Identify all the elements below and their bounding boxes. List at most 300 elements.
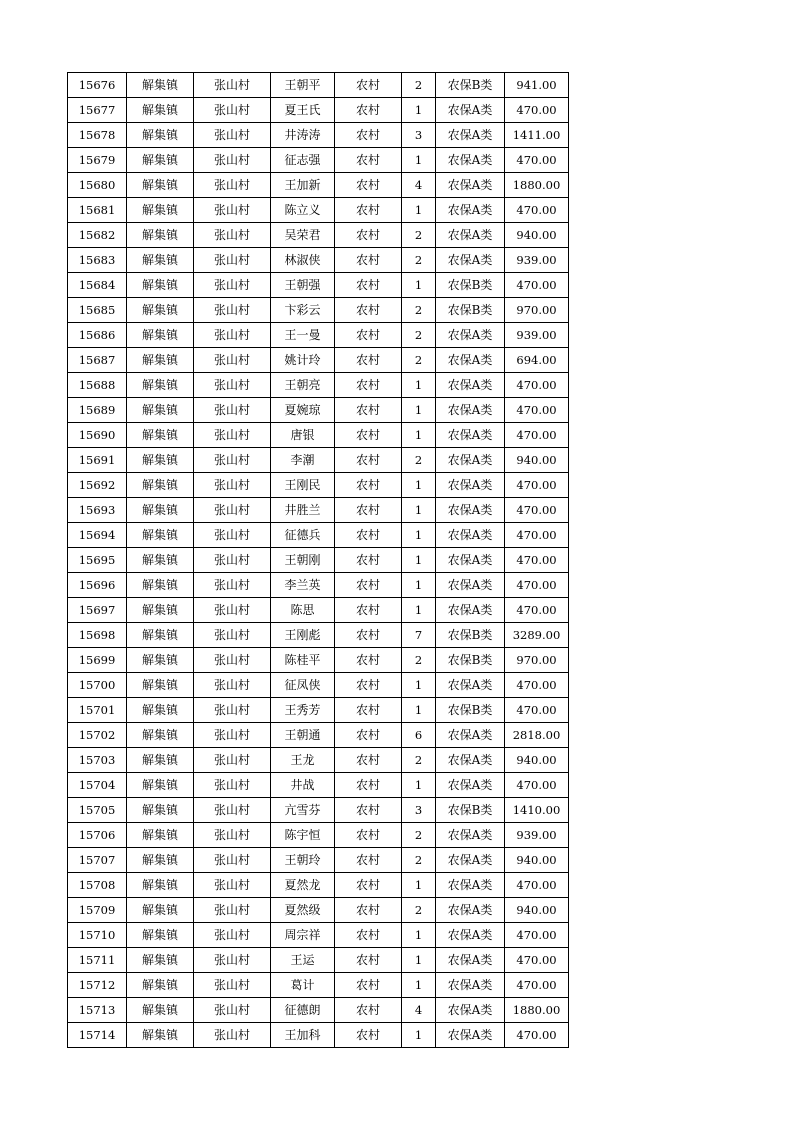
cell-amount: 470.00: [505, 773, 569, 798]
cell-person-name: 征德兵: [271, 523, 335, 548]
cell-village: 张山村: [194, 423, 271, 448]
cell-household-type: 农村: [335, 173, 402, 198]
cell-village: 张山村: [194, 448, 271, 473]
cell-record-id: 15687: [68, 348, 127, 373]
cell-village: 张山村: [194, 548, 271, 573]
cell-village: 张山村: [194, 98, 271, 123]
cell-household-type: 农村: [335, 348, 402, 373]
cell-amount: 940.00: [505, 748, 569, 773]
cell-village: 张山村: [194, 748, 271, 773]
cell-member-count: 1: [402, 98, 436, 123]
table-row: [68, 348, 569, 373]
table-row: [68, 373, 569, 398]
cell-insurance-category: 农保A类: [436, 548, 505, 573]
cell-insurance-category: 农保A类: [436, 923, 505, 948]
cell-household-type: 农村: [335, 273, 402, 298]
cell-record-id: 15684: [68, 273, 127, 298]
cell-town: 解集镇: [127, 773, 194, 798]
cell-village: 张山村: [194, 948, 271, 973]
cell-person-name: 姚计玲: [271, 348, 335, 373]
cell-amount: 940.00: [505, 848, 569, 873]
cell-household-type: 农村: [335, 698, 402, 723]
cell-amount: 470.00: [505, 523, 569, 548]
cell-amount: 939.00: [505, 823, 569, 848]
cell-insurance-category: 农保A类: [436, 1023, 505, 1048]
cell-village: 张山村: [194, 848, 271, 873]
cell-person-name: 陈立义: [271, 198, 335, 223]
table-row: [68, 723, 569, 748]
cell-amount: 470.00: [505, 548, 569, 573]
cell-record-id: 15709: [68, 898, 127, 923]
cell-town: 解集镇: [127, 148, 194, 173]
cell-member-count: 1: [402, 873, 436, 898]
cell-household-type: 农村: [335, 148, 402, 173]
table-row: [68, 673, 569, 698]
cell-household-type: 农村: [335, 998, 402, 1023]
cell-person-name: 王朝强: [271, 273, 335, 298]
table-row: [68, 973, 569, 998]
cell-person-name: 王运: [271, 948, 335, 973]
cell-record-id: 15697: [68, 598, 127, 623]
cell-person-name: 陈宇恒: [271, 823, 335, 848]
cell-insurance-category: 农保A类: [436, 973, 505, 998]
cell-record-id: 15680: [68, 173, 127, 198]
cell-amount: 970.00: [505, 648, 569, 673]
cell-household-type: 农村: [335, 598, 402, 623]
table-row: [68, 148, 569, 173]
cell-member-count: 1: [402, 573, 436, 598]
table-row: [68, 823, 569, 848]
table-row: [68, 548, 569, 573]
cell-member-count: 2: [402, 348, 436, 373]
cell-member-count: 4: [402, 998, 436, 1023]
cell-person-name: 葛计: [271, 973, 335, 998]
cell-person-name: 陈思: [271, 598, 335, 623]
cell-person-name: 征凤侠: [271, 673, 335, 698]
cell-member-count: 1: [402, 398, 436, 423]
cell-household-type: 农村: [335, 823, 402, 848]
table-row: [68, 748, 569, 773]
cell-person-name: 王一曼: [271, 323, 335, 348]
table-row: [68, 248, 569, 273]
cell-record-id: 15708: [68, 873, 127, 898]
cell-village: 张山村: [194, 1023, 271, 1048]
cell-insurance-category: 农保A类: [436, 473, 505, 498]
cell-member-count: 2: [402, 323, 436, 348]
cell-village: 张山村: [194, 198, 271, 223]
cell-household-type: 农村: [335, 848, 402, 873]
cell-amount: 3289.00: [505, 623, 569, 648]
cell-village: 张山村: [194, 898, 271, 923]
cell-record-id: 15682: [68, 223, 127, 248]
cell-town: 解集镇: [127, 373, 194, 398]
cell-village: 张山村: [194, 148, 271, 173]
cell-insurance-category: 农保A类: [436, 173, 505, 198]
cell-record-id: 15701: [68, 698, 127, 723]
cell-person-name: 夏婉琼: [271, 398, 335, 423]
cell-town: 解集镇: [127, 223, 194, 248]
cell-person-name: 王加科: [271, 1023, 335, 1048]
table-row: [68, 123, 569, 148]
cell-record-id: 15677: [68, 98, 127, 123]
cell-record-id: 15702: [68, 723, 127, 748]
cell-record-id: 15703: [68, 748, 127, 773]
cell-member-count: 1: [402, 598, 436, 623]
cell-record-id: 15698: [68, 623, 127, 648]
cell-town: 解集镇: [127, 973, 194, 998]
cell-household-type: 农村: [335, 473, 402, 498]
table-row: [68, 398, 569, 423]
cell-record-id: 15694: [68, 523, 127, 548]
cell-insurance-category: 农保A类: [436, 723, 505, 748]
cell-village: 张山村: [194, 498, 271, 523]
cell-household-type: 农村: [335, 673, 402, 698]
cell-amount: 470.00: [505, 923, 569, 948]
cell-town: 解集镇: [127, 923, 194, 948]
cell-record-id: 15700: [68, 673, 127, 698]
cell-town: 解集镇: [127, 823, 194, 848]
cell-amount: 470.00: [505, 873, 569, 898]
table-row: [68, 173, 569, 198]
cell-town: 解集镇: [127, 1023, 194, 1048]
table-row: [68, 798, 569, 823]
cell-amount: 470.00: [505, 948, 569, 973]
table-row: [68, 223, 569, 248]
cell-insurance-category: 农保A类: [436, 498, 505, 523]
cell-village: 张山村: [194, 723, 271, 748]
cell-village: 张山村: [194, 773, 271, 798]
cell-town: 解集镇: [127, 348, 194, 373]
cell-town: 解集镇: [127, 323, 194, 348]
cell-member-count: 1: [402, 273, 436, 298]
cell-record-id: 15713: [68, 998, 127, 1023]
cell-village: 张山村: [194, 223, 271, 248]
cell-person-name: 吴荣君: [271, 223, 335, 248]
cell-member-count: 2: [402, 448, 436, 473]
cell-record-id: 15714: [68, 1023, 127, 1048]
cell-insurance-category: 农保B类: [436, 73, 505, 98]
cell-household-type: 农村: [335, 373, 402, 398]
table-row: [68, 273, 569, 298]
cell-insurance-category: 农保A类: [436, 573, 505, 598]
cell-amount: 970.00: [505, 298, 569, 323]
cell-member-count: 1: [402, 973, 436, 998]
cell-record-id: 15685: [68, 298, 127, 323]
cell-village: 张山村: [194, 973, 271, 998]
cell-person-name: 陈桂平: [271, 648, 335, 673]
cell-person-name: 王龙: [271, 748, 335, 773]
cell-village: 张山村: [194, 623, 271, 648]
cell-amount: 470.00: [505, 1023, 569, 1048]
cell-town: 解集镇: [127, 548, 194, 573]
cell-insurance-category: 农保B类: [436, 623, 505, 648]
cell-household-type: 农村: [335, 973, 402, 998]
cell-person-name: 王朝玲: [271, 848, 335, 873]
cell-town: 解集镇: [127, 873, 194, 898]
cell-household-type: 农村: [335, 898, 402, 923]
cell-town: 解集镇: [127, 673, 194, 698]
cell-household-type: 农村: [335, 923, 402, 948]
cell-amount: 470.00: [505, 573, 569, 598]
roster-table: [67, 72, 569, 1048]
cell-member-count: 2: [402, 223, 436, 248]
cell-member-count: 1: [402, 1023, 436, 1048]
cell-amount: 1410.00: [505, 798, 569, 823]
cell-household-type: 农村: [335, 98, 402, 123]
cell-village: 张山村: [194, 523, 271, 548]
table-row: [68, 998, 569, 1023]
table-row: [68, 898, 569, 923]
cell-insurance-category: 农保A类: [436, 98, 505, 123]
cell-village: 张山村: [194, 648, 271, 673]
cell-member-count: 1: [402, 423, 436, 448]
table-row: [68, 448, 569, 473]
cell-record-id: 15699: [68, 648, 127, 673]
cell-record-id: 15710: [68, 923, 127, 948]
cell-village: 张山村: [194, 73, 271, 98]
cell-town: 解集镇: [127, 648, 194, 673]
cell-insurance-category: 农保B类: [436, 273, 505, 298]
table-row: [68, 523, 569, 548]
cell-insurance-category: 农保A类: [436, 598, 505, 623]
cell-household-type: 农村: [335, 398, 402, 423]
table-row: [68, 598, 569, 623]
cell-amount: 2818.00: [505, 723, 569, 748]
cell-insurance-category: 农保A类: [436, 848, 505, 873]
cell-village: 张山村: [194, 673, 271, 698]
cell-amount: 470.00: [505, 973, 569, 998]
cell-town: 解集镇: [127, 98, 194, 123]
cell-amount: 939.00: [505, 323, 569, 348]
cell-person-name: 井胜兰: [271, 498, 335, 523]
cell-amount: 940.00: [505, 898, 569, 923]
cell-insurance-category: 农保A类: [436, 323, 505, 348]
cell-amount: 694.00: [505, 348, 569, 373]
cell-record-id: 15690: [68, 423, 127, 448]
cell-insurance-category: 农保A类: [436, 248, 505, 273]
cell-household-type: 农村: [335, 448, 402, 473]
cell-town: 解集镇: [127, 848, 194, 873]
table-row: [68, 73, 569, 98]
cell-person-name: 亢雪芬: [271, 798, 335, 823]
cell-town: 解集镇: [127, 698, 194, 723]
cell-household-type: 农村: [335, 1023, 402, 1048]
table-row: [68, 1023, 569, 1048]
cell-record-id: 15707: [68, 848, 127, 873]
cell-town: 解集镇: [127, 173, 194, 198]
cell-village: 张山村: [194, 998, 271, 1023]
table-row: [68, 198, 569, 223]
cell-person-name: 林淑侠: [271, 248, 335, 273]
cell-household-type: 农村: [335, 523, 402, 548]
cell-record-id: 15711: [68, 948, 127, 973]
cell-village: 张山村: [194, 298, 271, 323]
cell-insurance-category: 农保A类: [436, 523, 505, 548]
cell-member-count: 1: [402, 548, 436, 573]
table-row: [68, 323, 569, 348]
cell-person-name: 井涛涛: [271, 123, 335, 148]
cell-insurance-category: 农保A类: [436, 348, 505, 373]
cell-record-id: 15693: [68, 498, 127, 523]
cell-record-id: 15681: [68, 198, 127, 223]
cell-member-count: 2: [402, 848, 436, 873]
cell-member-count: 1: [402, 698, 436, 723]
cell-member-count: 1: [402, 148, 436, 173]
cell-household-type: 农村: [335, 548, 402, 573]
cell-town: 解集镇: [127, 598, 194, 623]
cell-member-count: 1: [402, 523, 436, 548]
cell-household-type: 农村: [335, 73, 402, 98]
cell-member-count: 1: [402, 198, 436, 223]
table-row: [68, 773, 569, 798]
cell-insurance-category: 农保A类: [436, 823, 505, 848]
cell-person-name: 夏然龙: [271, 873, 335, 898]
cell-insurance-category: 农保A类: [436, 948, 505, 973]
cell-member-count: 2: [402, 648, 436, 673]
cell-insurance-category: 农保A类: [436, 773, 505, 798]
cell-person-name: 王加新: [271, 173, 335, 198]
cell-member-count: 1: [402, 673, 436, 698]
cell-person-name: 卞彩云: [271, 298, 335, 323]
cell-person-name: 王刚民: [271, 473, 335, 498]
cell-person-name: 征德朗: [271, 998, 335, 1023]
cell-insurance-category: 农保A类: [436, 998, 505, 1023]
cell-town: 解集镇: [127, 198, 194, 223]
cell-amount: 470.00: [505, 598, 569, 623]
cell-amount: 470.00: [505, 373, 569, 398]
cell-insurance-category: 农保A类: [436, 373, 505, 398]
cell-household-type: 农村: [335, 748, 402, 773]
cell-insurance-category: 农保A类: [436, 448, 505, 473]
cell-amount: 470.00: [505, 673, 569, 698]
cell-amount: 940.00: [505, 448, 569, 473]
cell-amount: 470.00: [505, 148, 569, 173]
table-row: [68, 298, 569, 323]
cell-town: 解集镇: [127, 573, 194, 598]
cell-member-count: 1: [402, 498, 436, 523]
cell-person-name: 井战: [271, 773, 335, 798]
cell-village: 张山村: [194, 573, 271, 598]
cell-person-name: 李兰英: [271, 573, 335, 598]
cell-insurance-category: 农保A类: [436, 748, 505, 773]
cell-record-id: 15705: [68, 798, 127, 823]
cell-record-id: 15689: [68, 398, 127, 423]
roster-body: [68, 73, 569, 1048]
cell-village: 张山村: [194, 123, 271, 148]
cell-town: 解集镇: [127, 398, 194, 423]
table-row: [68, 948, 569, 973]
cell-town: 解集镇: [127, 623, 194, 648]
cell-household-type: 农村: [335, 223, 402, 248]
cell-member-count: 1: [402, 948, 436, 973]
cell-insurance-category: 农保A类: [436, 123, 505, 148]
cell-insurance-category: 农保B类: [436, 798, 505, 823]
cell-member-count: 7: [402, 623, 436, 648]
cell-household-type: 农村: [335, 773, 402, 798]
cell-person-name: 王刚彪: [271, 623, 335, 648]
cell-person-name: 王秀芳: [271, 698, 335, 723]
cell-household-type: 农村: [335, 723, 402, 748]
cell-town: 解集镇: [127, 73, 194, 98]
cell-household-type: 农村: [335, 248, 402, 273]
cell-amount: 470.00: [505, 423, 569, 448]
cell-member-count: 3: [402, 798, 436, 823]
table-row: [68, 473, 569, 498]
cell-household-type: 农村: [335, 798, 402, 823]
cell-amount: 470.00: [505, 198, 569, 223]
cell-member-count: 4: [402, 173, 436, 198]
cell-village: 张山村: [194, 823, 271, 848]
cell-village: 张山村: [194, 273, 271, 298]
roster-sheet: [67, 72, 569, 1048]
cell-person-name: 周宗祥: [271, 923, 335, 948]
cell-town: 解集镇: [127, 473, 194, 498]
cell-village: 张山村: [194, 473, 271, 498]
cell-town: 解集镇: [127, 498, 194, 523]
cell-record-id: 15712: [68, 973, 127, 998]
cell-amount: 1880.00: [505, 998, 569, 1023]
cell-town: 解集镇: [127, 748, 194, 773]
cell-village: 张山村: [194, 398, 271, 423]
cell-household-type: 农村: [335, 648, 402, 673]
cell-record-id: 15704: [68, 773, 127, 798]
cell-member-count: 1: [402, 773, 436, 798]
cell-town: 解集镇: [127, 723, 194, 748]
cell-household-type: 农村: [335, 198, 402, 223]
cell-person-name: 王朝平: [271, 73, 335, 98]
cell-member-count: 1: [402, 373, 436, 398]
cell-village: 张山村: [194, 173, 271, 198]
cell-household-type: 农村: [335, 948, 402, 973]
cell-person-name: 夏然级: [271, 898, 335, 923]
table-row: [68, 623, 569, 648]
table-row: [68, 648, 569, 673]
cell-member-count: 3: [402, 123, 436, 148]
cell-person-name: 王朝通: [271, 723, 335, 748]
cell-insurance-category: 农保A类: [436, 673, 505, 698]
cell-household-type: 农村: [335, 623, 402, 648]
cell-record-id: 15686: [68, 323, 127, 348]
cell-record-id: 15696: [68, 573, 127, 598]
cell-household-type: 农村: [335, 323, 402, 348]
cell-member-count: 1: [402, 473, 436, 498]
cell-town: 解集镇: [127, 123, 194, 148]
cell-member-count: 6: [402, 723, 436, 748]
cell-town: 解集镇: [127, 273, 194, 298]
cell-town: 解集镇: [127, 448, 194, 473]
cell-town: 解集镇: [127, 998, 194, 1023]
cell-member-count: 1: [402, 923, 436, 948]
cell-member-count: 2: [402, 73, 436, 98]
cell-household-type: 农村: [335, 498, 402, 523]
cell-amount: 940.00: [505, 223, 569, 248]
cell-member-count: 2: [402, 898, 436, 923]
table-row: [68, 498, 569, 523]
cell-amount: 470.00: [505, 498, 569, 523]
cell-town: 解集镇: [127, 248, 194, 273]
cell-insurance-category: 农保B类: [436, 698, 505, 723]
cell-household-type: 农村: [335, 873, 402, 898]
cell-village: 张山村: [194, 873, 271, 898]
cell-town: 解集镇: [127, 898, 194, 923]
cell-person-name: 李潮: [271, 448, 335, 473]
cell-household-type: 农村: [335, 423, 402, 448]
cell-member-count: 2: [402, 823, 436, 848]
cell-insurance-category: 农保A类: [436, 898, 505, 923]
table-row: [68, 848, 569, 873]
cell-person-name: 王朝刚: [271, 548, 335, 573]
cell-record-id: 15692: [68, 473, 127, 498]
